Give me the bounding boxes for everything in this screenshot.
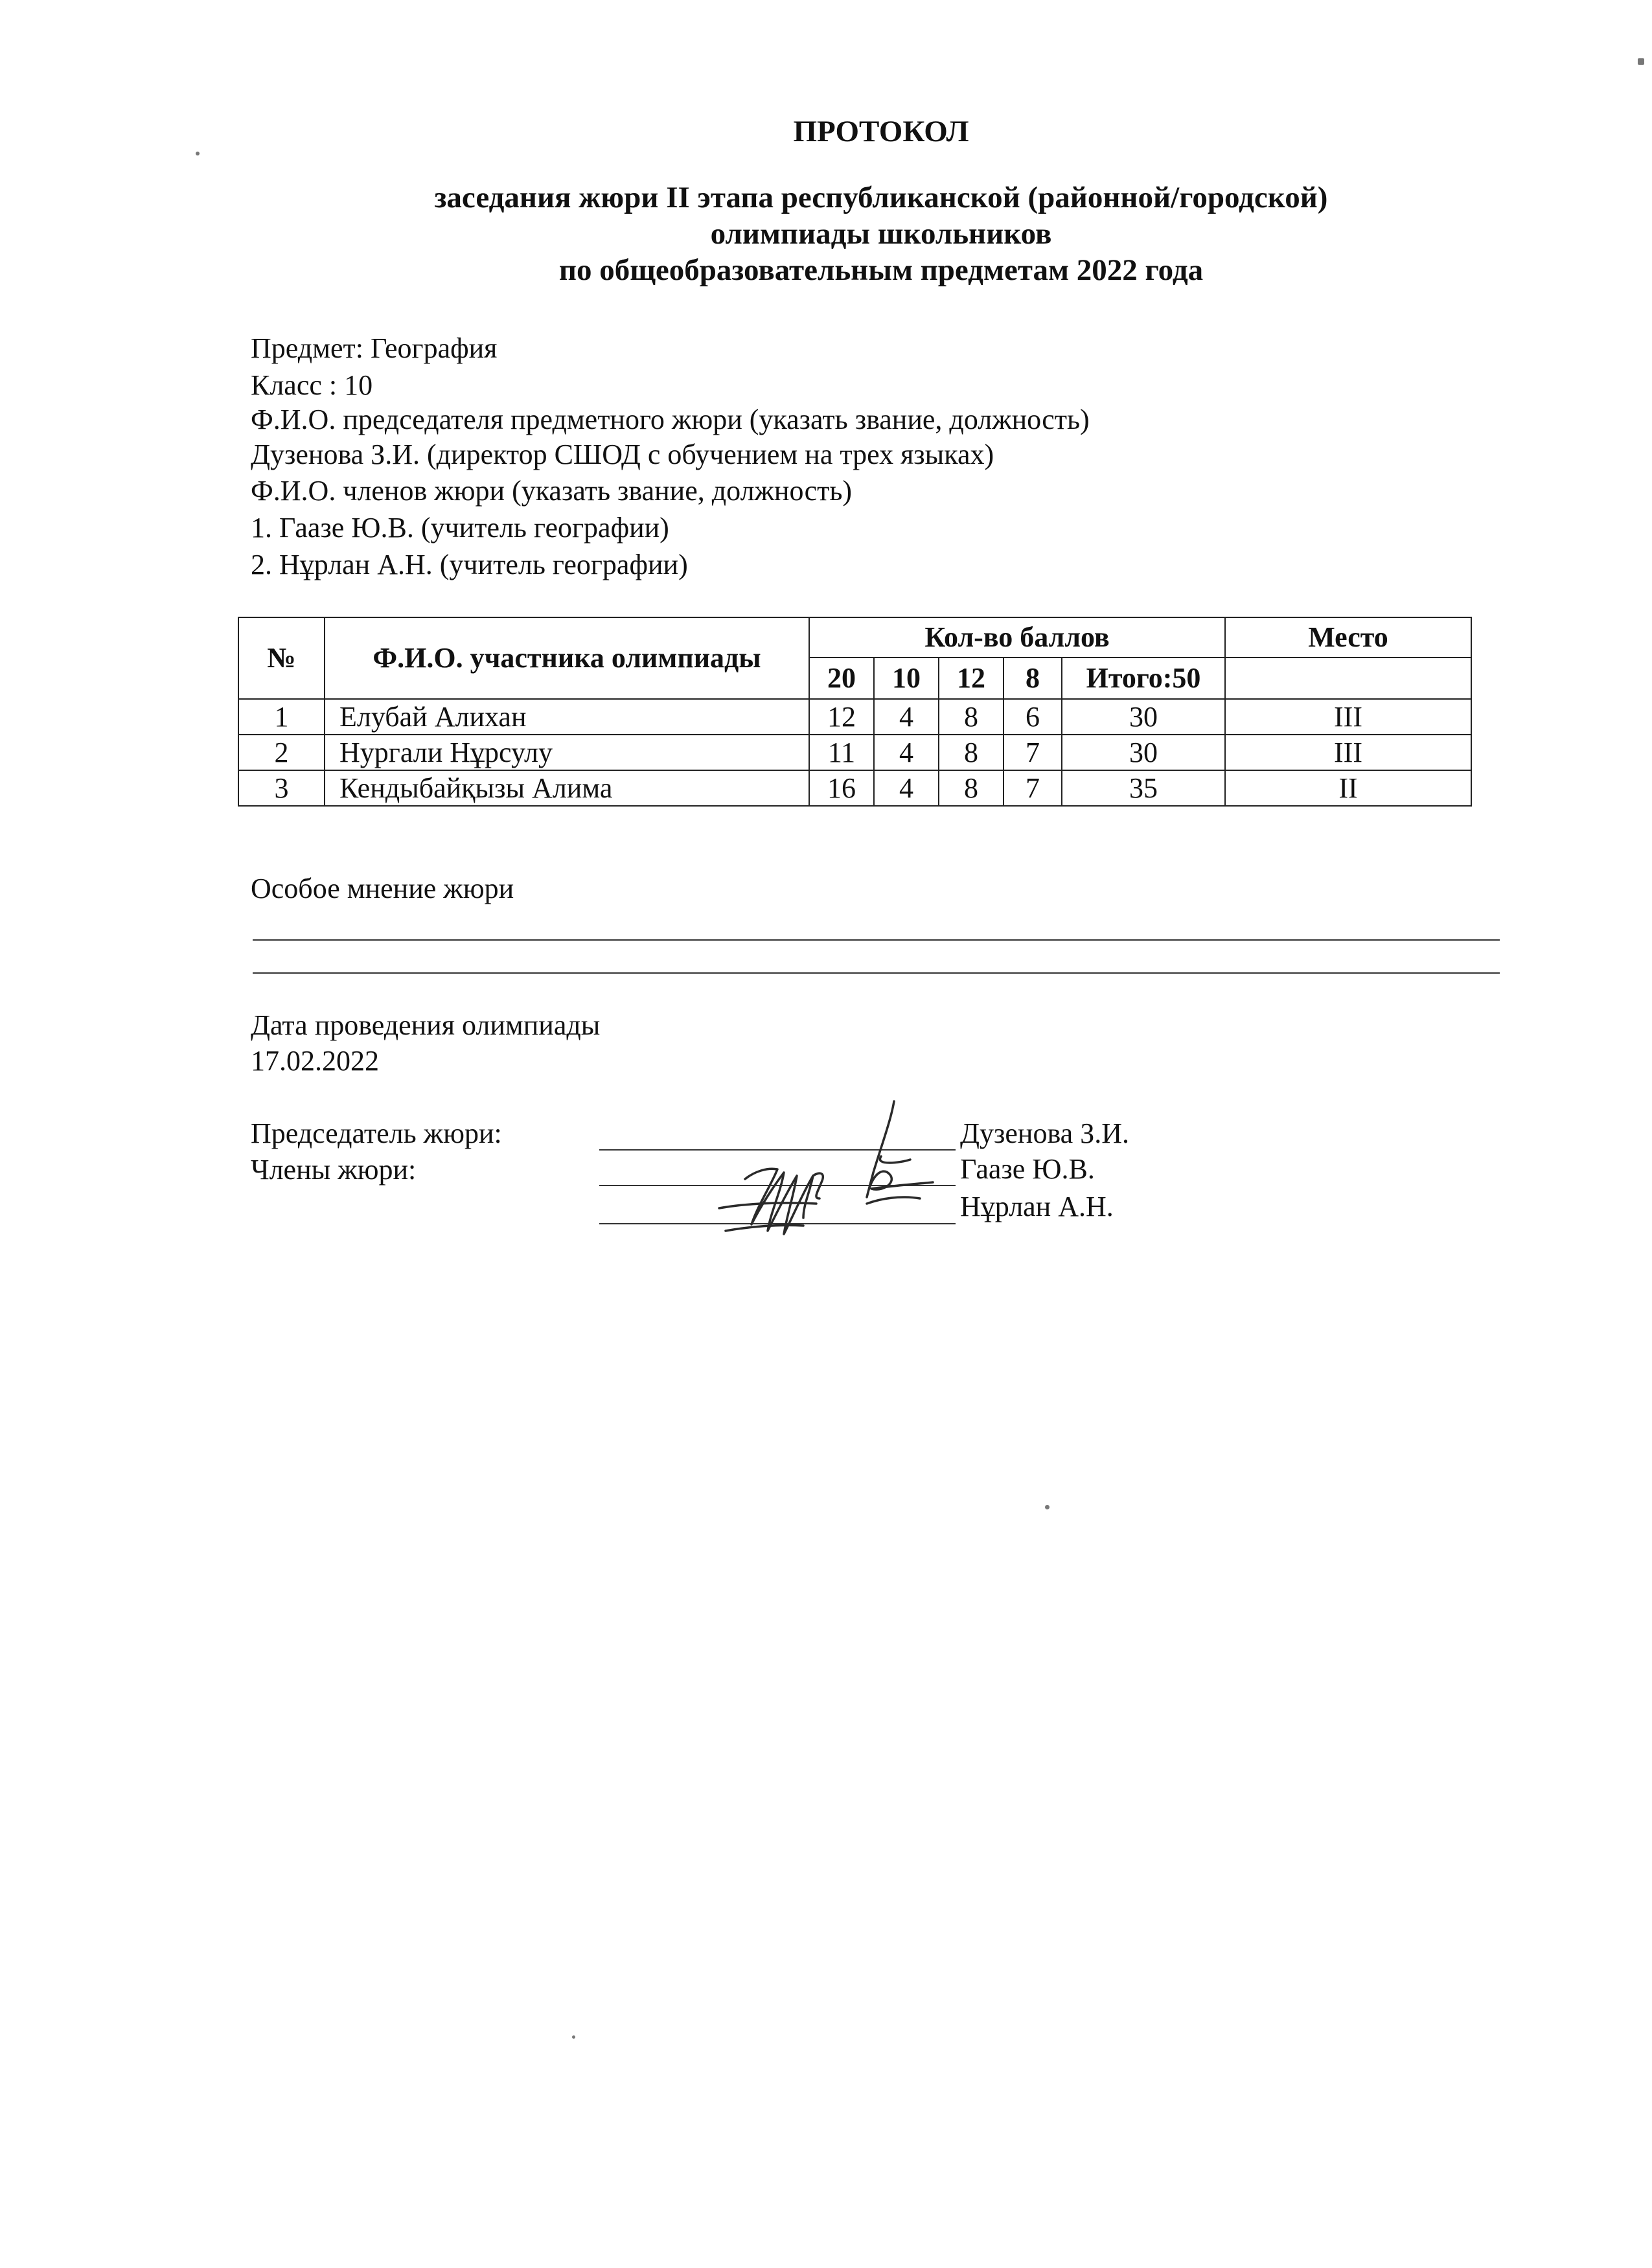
members-label-line: Ф.И.О. членов жюри (указать звание, должность) xyxy=(251,475,853,507)
chair-name-line: Дузенова З.И. (директор СШОД с обучением на трех языках) xyxy=(251,439,994,470)
cell-name: Кендыбайқызы Алима xyxy=(325,770,809,806)
cell-total: 30 xyxy=(1062,699,1225,735)
opinion-label: Особое мнение жюри xyxy=(251,873,514,904)
cell-score: 12 xyxy=(809,699,874,735)
cell-score: 4 xyxy=(874,770,939,806)
header-score-total: Итого:50 xyxy=(1062,658,1225,699)
cell-score: 7 xyxy=(1004,735,1062,770)
cell-number: 1 xyxy=(238,699,325,735)
cell-score: 4 xyxy=(874,735,939,770)
scan-speck xyxy=(1045,1505,1050,1509)
cell-name: Нургали Нұрсулу xyxy=(325,735,809,770)
grade-line: Класс : 10 xyxy=(251,369,373,401)
signature-name-member2: Нұрлан А.Н. xyxy=(960,1191,1114,1222)
cell-score: 8 xyxy=(939,735,1004,770)
scan-speck xyxy=(572,2035,575,2039)
scan-speck xyxy=(1638,58,1644,65)
cell-number: 3 xyxy=(238,770,325,806)
cell-score: 8 xyxy=(939,770,1004,806)
cell-score: 6 xyxy=(1004,699,1062,735)
table-row xyxy=(238,699,1471,735)
cell-score: 8 xyxy=(939,699,1004,735)
date-value: 17.02.2022 xyxy=(251,1045,379,1077)
header-score-8: 8 xyxy=(1004,658,1062,699)
document-title: ПРОТОКОЛ xyxy=(793,115,969,148)
cell-place: III xyxy=(1225,735,1471,770)
document-subtitle-line2: олимпиады школьников xyxy=(710,217,1052,251)
header-scores: Кол-во баллов xyxy=(809,617,1225,658)
chair-label-line: Ф.И.О. председателя предметного жюри (указать звание, должность) xyxy=(251,404,1090,435)
members-signature-label: Члены жюри: xyxy=(251,1154,417,1186)
header-score-12: 12 xyxy=(939,658,1004,699)
cell-number: 2 xyxy=(238,735,325,770)
signature-name-chair: Дузенова З.И. xyxy=(960,1117,1130,1149)
member1-line: 1. Гаазе Ю.В. (учитель географии) xyxy=(251,512,669,544)
scan-speck xyxy=(196,152,200,155)
signature-name-member1: Гаазе Ю.В. xyxy=(960,1153,1095,1185)
cell-score: 11 xyxy=(809,735,874,770)
cell-score: 16 xyxy=(809,770,874,806)
opinion-rule-2 xyxy=(253,972,1500,974)
header-number: № xyxy=(238,617,325,699)
member2-line: 2. Нұрлан А.Н. (учитель географии) xyxy=(251,549,688,580)
handwritten-signatures xyxy=(706,1095,939,1263)
chair-signature-label: Председатель жюри: xyxy=(251,1117,502,1149)
cell-place: III xyxy=(1225,699,1471,735)
header-place: Место xyxy=(1225,617,1471,658)
document-subtitle-line1: заседания жюри II этапа республиканской (районной/городской) xyxy=(434,181,1328,214)
cell-name: Елубай Алихан xyxy=(325,699,809,735)
cell-total: 35 xyxy=(1062,770,1225,806)
cell-total: 30 xyxy=(1062,735,1225,770)
cell-score: 4 xyxy=(874,699,939,735)
opinion-rule-1 xyxy=(253,939,1500,941)
subject-line: Предмет: География xyxy=(251,332,498,364)
header-score-10: 10 xyxy=(874,658,939,699)
table-header-row-1 xyxy=(238,617,1471,658)
cell-place: II xyxy=(1225,770,1471,806)
header-participant-name: Ф.И.О. участника олимпиады xyxy=(325,617,809,699)
header-place-empty xyxy=(1225,658,1471,699)
table-row xyxy=(238,735,1471,770)
results-table xyxy=(238,617,1472,807)
document-subtitle-line3: по общеобразовательным предметам 2022 года xyxy=(558,253,1204,287)
header-score-20: 20 xyxy=(809,658,874,699)
cell-score: 7 xyxy=(1004,770,1062,806)
date-label: Дата проведения олимпиады xyxy=(251,1009,601,1041)
table-row xyxy=(238,770,1471,806)
